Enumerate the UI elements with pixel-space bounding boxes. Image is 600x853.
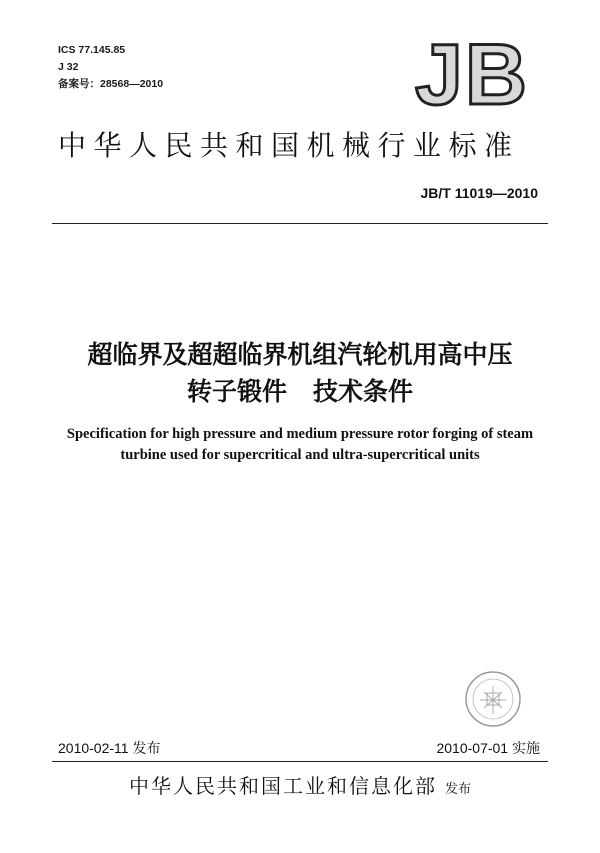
publisher <box>0 770 600 799</box>
implementation-date: 2010-07-01 实施 <box>436 740 540 756</box>
jb-logo-text: JB <box>415 34 529 112</box>
library-seal-stamp <box>462 668 524 730</box>
organization-title: 中华人民共和国机械行业标准 <box>58 129 520 162</box>
footer-divider <box>52 761 548 762</box>
english-title-line-1: Specification for high pressure and medium pressure rotor forging of steam <box>66 426 534 442</box>
classification-code: J 32 <box>58 61 79 73</box>
record-number: 备案号：28568—2010 <box>58 78 164 90</box>
document-metadata <box>58 42 163 93</box>
header-divider <box>52 223 548 224</box>
chinese-title-part-1: 转子锻件 <box>186 377 287 406</box>
chinese-title-line-1: 超临界及超超临界机组汽轮机用高中压 <box>87 340 513 369</box>
publisher-suffix: 发布 <box>444 782 471 797</box>
standard-number: JB/T 11019—2010 <box>420 185 538 201</box>
ics-code: ICS 77.145.85 <box>58 44 126 56</box>
chinese-title-part-2: 技术条件 <box>313 377 414 406</box>
publisher-name: 中华人民共和国工业和信息化部 <box>128 774 437 798</box>
issue-date: 2010-02-11 发布 <box>58 740 161 756</box>
english-title-line-2: turbine used for supercritical and ultra-supercritical units <box>120 447 480 463</box>
chinese-title-line-2 <box>0 372 600 408</box>
jb-logo <box>405 34 540 112</box>
